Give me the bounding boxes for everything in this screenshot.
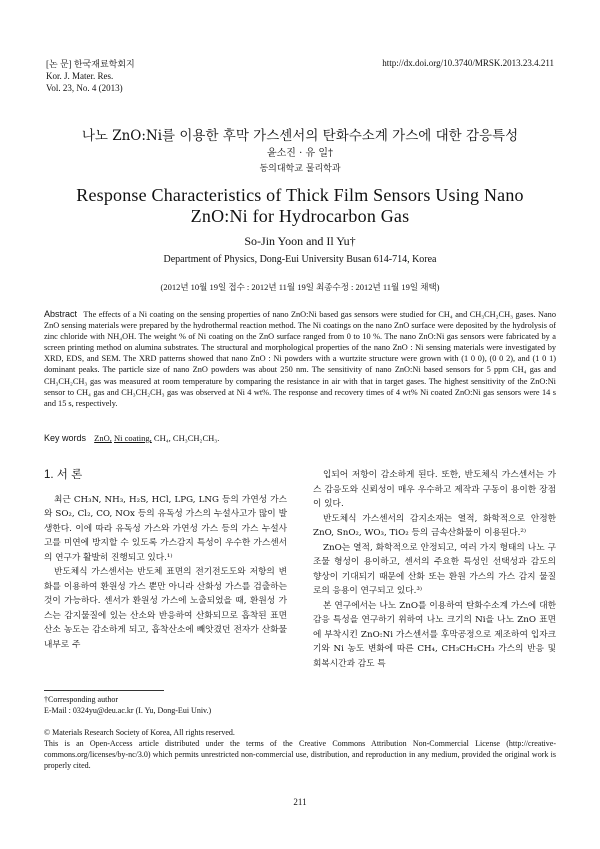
keyword-ni-coating[interactable]: Ni coating, <box>114 433 152 443</box>
footnote-divider <box>44 690 164 691</box>
paragraph: 반도체식 가스센서는 반도체 표면의 전기전도도와 저항의 변화를 이용하여 환원성 가스 뿐만 아니라 산화성 가스를 검출하는 것이 가능하다. 센서가 환원성 가스에 노출되었을 때, 환원성 가스는 감지물질에 있는 산소와 반응하여 산화되므로 흡착된 표면 산소 농도는 감소하게 되고, 흡착산소에 빼앗겼던 전자가 산화물 내부로 주 <box>44 567 287 650</box>
submission-dates: (2012년 10월 19일 접수 : 2012년 11월 19일 최종수정 : 2012년 11월 19일 채택) <box>160 282 440 292</box>
corresponding-author-note: †Corresponding author <box>44 695 118 704</box>
license-notice <box>44 727 556 771</box>
journal-name-en: Kor. J. Mater. Res. <box>46 71 114 81</box>
keywords <box>44 433 556 443</box>
doi-link[interactable]: http://dx.doi.org/10.3740/MRSK.2013.23.4.211 <box>382 58 554 68</box>
paragraph: ZnO는 열적, 화학적으로 안정되고, 여러 가지 형태의 나노 구조물 형성이 용이하고, 센서의 주요한 특성인 선택성과 감도의 향상이 기대되기 때문에 산화 또는 환원 가스의 가스 감지 물질로의 응용이 연구되고 있다.³⁾ <box>313 542 556 596</box>
journal-name-ko: [논 문] 한국재료학회지 <box>46 59 135 69</box>
journal-citation <box>46 58 135 94</box>
keyword-gases: CH₄, CH₃CH₂CH₃. <box>153 433 220 443</box>
author-email: E-Mail : 0324yu@deu.ac.kr (I. Yu, Dong-Eui Univ.) <box>44 706 212 715</box>
paragraph: 본 연구에서는 나노 ZnO를 이용하여 탄화수소계 가스에 대한 감응 특성을 연구하기 위하여 나노 크기의 Ni을 나노 ZnO 표면에 부착시킨 ZnO:Ni 가스센서를 후막공정으로 제조하여 입자크기와 Ni 농도 변화에 따른 CH₄, CH₃CH₂CH₃ 가스의 반응 및 회복시간과 감도 특 <box>313 600 556 669</box>
korean-title: 나노 ZnO:Ni를 이용한 후막 가스센서의 탄화수소계 가스에 대한 감응특성 <box>81 128 519 144</box>
copyright-line: © Materials Research Society of Korea, All rights reserved. <box>44 728 235 737</box>
left-column <box>44 468 287 652</box>
license-text: This is an Open-Access article distributed under the terms of the Creative Commons Attribution Non-Commercial License (http://creative-commons.org/licenses/by-nc/3.0) which permits unrestricted non-commercial use, distribution, and reproduction in any medium, provided the original work is properly cited. <box>44 739 556 770</box>
korean-authors: 윤소진 · 유 일† <box>266 148 333 159</box>
section-heading-introduction: 1. 서 론 <box>44 469 83 481</box>
footnote <box>44 694 344 716</box>
paragraph: 반도체식 가스센서의 감지소재는 열적, 화학적으로 안정한 ZnO, SnO₂, WO₃, TiO₂ 등의 금속산화물이 이용된다.²⁾ <box>313 513 556 538</box>
english-title-line2: ZnO:Ni for Hydrocarbon Gas <box>190 206 410 226</box>
journal-volume: Vol. 23, No. 4 (2013) <box>46 83 123 93</box>
right-column <box>313 468 556 671</box>
keywords-label: Key words <box>44 433 87 443</box>
keyword-zno[interactable]: ZnO, <box>94 433 112 443</box>
paragraph: 입되어 저항이 감소하게 된다. 또한, 반도체식 가스센서는 가스 감응도와 신뢰성이 매우 우수하고 제작과 구동이 용이한 장점이 있다. <box>313 470 556 509</box>
english-title-line1: Response Characteristics of Thick Film Sensors Using Nano <box>76 185 524 205</box>
paragraph: 최근 CH₃N, NH₃, H₂S, HCl, LPG, LNG 등의 가연성 가스와 SO₂, Cl₂, CO, NOx 등의 유독성 가스의 누설사고가 많이 발생한다. 이에 따라 유독성 가스와 가연성 가스 등의 가스 누설사고를 미연에 방지할 수 있도록 가스감지 특성이 우수한 가스센서의 연구가 활발히 진행되고 있다.¹⁾ <box>44 494 287 563</box>
english-affiliation: Department of Physics, Dong-Eui University Busan 614-714, Korea <box>163 254 437 265</box>
korean-affiliation: 동의대학교 물리학과 <box>259 164 341 174</box>
page-number: 211 <box>293 797 307 807</box>
abstract <box>44 309 556 409</box>
english-title <box>30 185 570 227</box>
abstract-text: The effects of a Ni coating on the sensing properties of nano ZnO:Ni based gas sensors were studied for CH₄ and CH₃CH₂CH₃ gases. Nano ZnO sensing materials were prepared by the hydrothermal reaction method. The Ni coatings on the nano ZnO surface were deposited by the hydrolysis of zinc chloride with NH₄OH. The weight % of Ni coating on the ZnO surface ranged from 0 to 10 %. The nano ZnO:Ni gas sensors were fabricated by a screen printing method on alumina substrates. The structural and morphological properties of the nano ZnO : Ni sensing materials were investigated by XRD, EDS, and SEM. The XRD patterns showed that nano ZnO : Ni powders with a wurtzite structure were grown with (1 0 0), (0 0 2), and (1 0 1) dominant peaks. The particle size of nano ZnO powders was about 250 nm. The sensitivity of nano ZnO:Ni based sensors for 5 ppm CH₄ gas and CH₃CH₂CH₃ gas was measured at room temperature by comparing the resistance in air with that in target gases. The highest sensitivity of the ZnO:Ni sensor to CH₄ gas and CH₃CH₂CH₃ gas was observed at Ni 4 wt%. The response and recovery times of 4 wt% Ni coated ZnO:Ni gas sensors were 14 s and 15 s, respectively. <box>44 310 556 408</box>
english-authors: So-Jin Yoon and Il Yu† <box>244 234 356 248</box>
abstract-label: Abstract <box>44 309 78 319</box>
